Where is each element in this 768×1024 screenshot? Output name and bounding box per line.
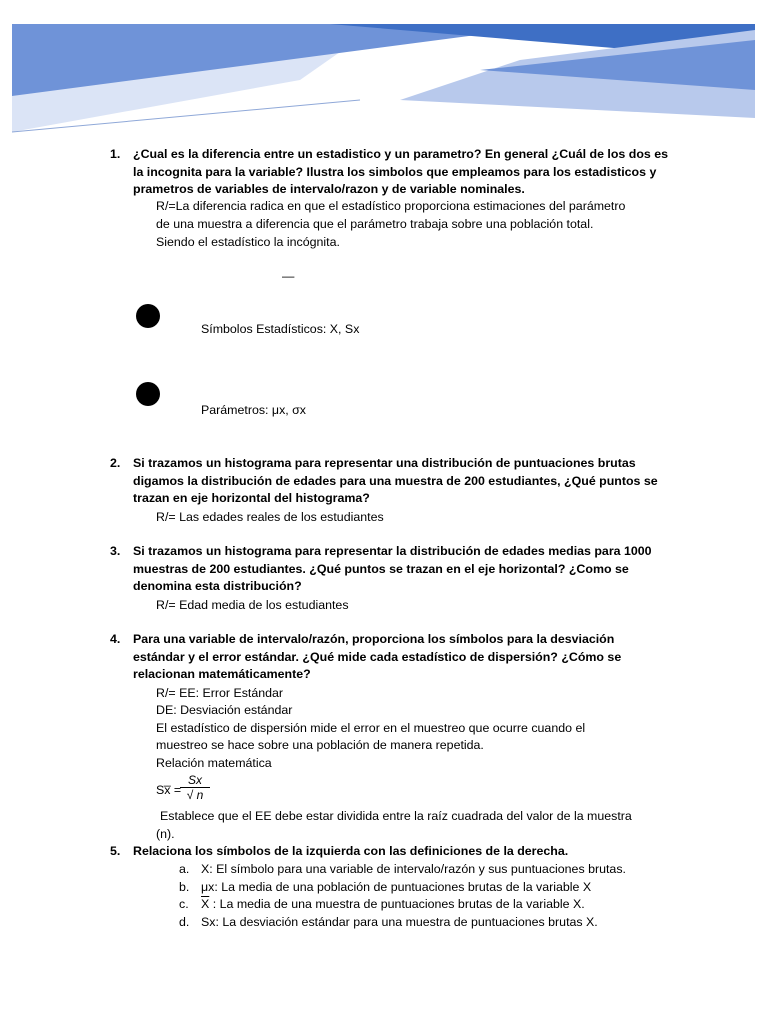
q5-item-text: : La media de una muestra de puntuaciones brutas de la variable X. (209, 897, 585, 911)
q2-line: Si trazamos un histograma para representar una distribución de puntuaciones brutas (133, 456, 636, 470)
q3-line: denomina esta distribución? (133, 579, 302, 593)
q1-answer-line: de una muestra a diferencia que el parámetro trabaja sobre una población total. (156, 217, 594, 231)
q4-number: 4. (110, 632, 121, 646)
q3-question (133, 543, 673, 596)
q1-line: ¿Cual es la diferencia entre un estadistico y un parametro? En general ¿Cuál de los dos es (133, 147, 669, 161)
q5-item-text: X: El símbolo para una variable de intervalo/razón y sus puntuaciones brutas. (201, 862, 626, 876)
q5-item-letter: a. (179, 862, 190, 876)
q1-dash: — (282, 269, 295, 283)
q1-number: 1. (110, 147, 121, 161)
q5-item-letter: b. (179, 880, 190, 894)
q2-question (133, 455, 673, 508)
q1-bullet-parameters: Parámetros: μx, σx (201, 403, 306, 417)
q1-line: prametros de variables de intervalo/razon y de variable nominales. (133, 182, 525, 196)
q4-question (133, 631, 673, 684)
q4-answer-line: El estadístico de dispersión mide el error en el muestreo que ocurre cuando el (156, 721, 586, 735)
formula-denominator: √ n (186, 788, 204, 802)
formula-lhs: Sx̅ = (156, 783, 182, 797)
q2-line: digamos la distribución de edades para una muestra de 200 estudiantes, ¿Qué puntos se (133, 473, 658, 488)
q5-item-text: Sx: La desviación estándar para una muestra de puntuaciones brutas X. (201, 915, 598, 929)
q5-number: 5. (110, 844, 121, 858)
q1-question (133, 146, 673, 199)
formula-fraction (180, 773, 210, 802)
q5-item-c (201, 896, 585, 914)
q3-answer: R/= Edad media de los estudiantes (156, 598, 349, 612)
q1-bullet-statistics: Símbolos Estadísticos: X, Sx (201, 322, 360, 336)
q5-item-text: μx: La media de una población de puntuaciones brutas de la variable X (201, 880, 592, 894)
bullet-dot-icon (136, 304, 160, 328)
q4-answer-line: DE: Desviación estándar (156, 703, 293, 717)
formula-numerator: Sx (187, 773, 202, 787)
q2-answer: R/= Las edades reales de los estudiantes (156, 510, 384, 524)
q2-number: 2. (110, 456, 121, 470)
q4-answer-line: muestreo se hace sobre una población de manera repetida. (156, 738, 484, 752)
header-banner (0, 0, 768, 140)
q1-line: la incognita para la variable? Ilustra los simbolos que empleamos para los estadisticos y (133, 164, 657, 179)
q4-note-line: Establece que el EE debe estar dividida entre la raíz cuadrada del valor de la muestra (160, 809, 632, 823)
q5-item-letter: d. (179, 915, 190, 929)
bullet-dot-icon (136, 382, 160, 406)
q3-number: 3. (110, 544, 121, 558)
q1-answer-line: R/=La diferencia radica en que el estadístico proporciona estimaciones del parámetro (156, 199, 626, 213)
q4-line: Para una variable de intervalo/razón, proporciona los símbolos para la desviación (133, 632, 615, 646)
q4-line: estándar y el error estándar. ¿Qué mide cada estadístico de dispersión? ¿Cómo se (133, 649, 622, 664)
q3-line: Si trazamos un histograma para representar la distribución de edades medias para 1000 (133, 544, 652, 558)
q3-line: muestras de 200 estudiantes. ¿Qué puntos se trazan en el eje horizontal? ¿Como se (133, 561, 629, 576)
q5-question: Relaciona los símbolos de la izquierda con las definiciones de la derecha. (133, 844, 569, 858)
x-bar-symbol: $\overline{X}$ (201, 897, 210, 911)
q4-answer-line: Relación matemática (156, 756, 272, 770)
q4-note-line: (n). (156, 827, 175, 841)
q5-item-letter: c. (179, 897, 189, 911)
q2-line: trazan en eje horizontal del histograma? (133, 491, 370, 505)
q1-answer-line: Siendo el estadístico la incógnita. (156, 235, 340, 249)
q4-line: relacionan matemáticamente? (133, 667, 311, 681)
q4-answer-line: R/= EE: Error Estándar (156, 686, 284, 700)
